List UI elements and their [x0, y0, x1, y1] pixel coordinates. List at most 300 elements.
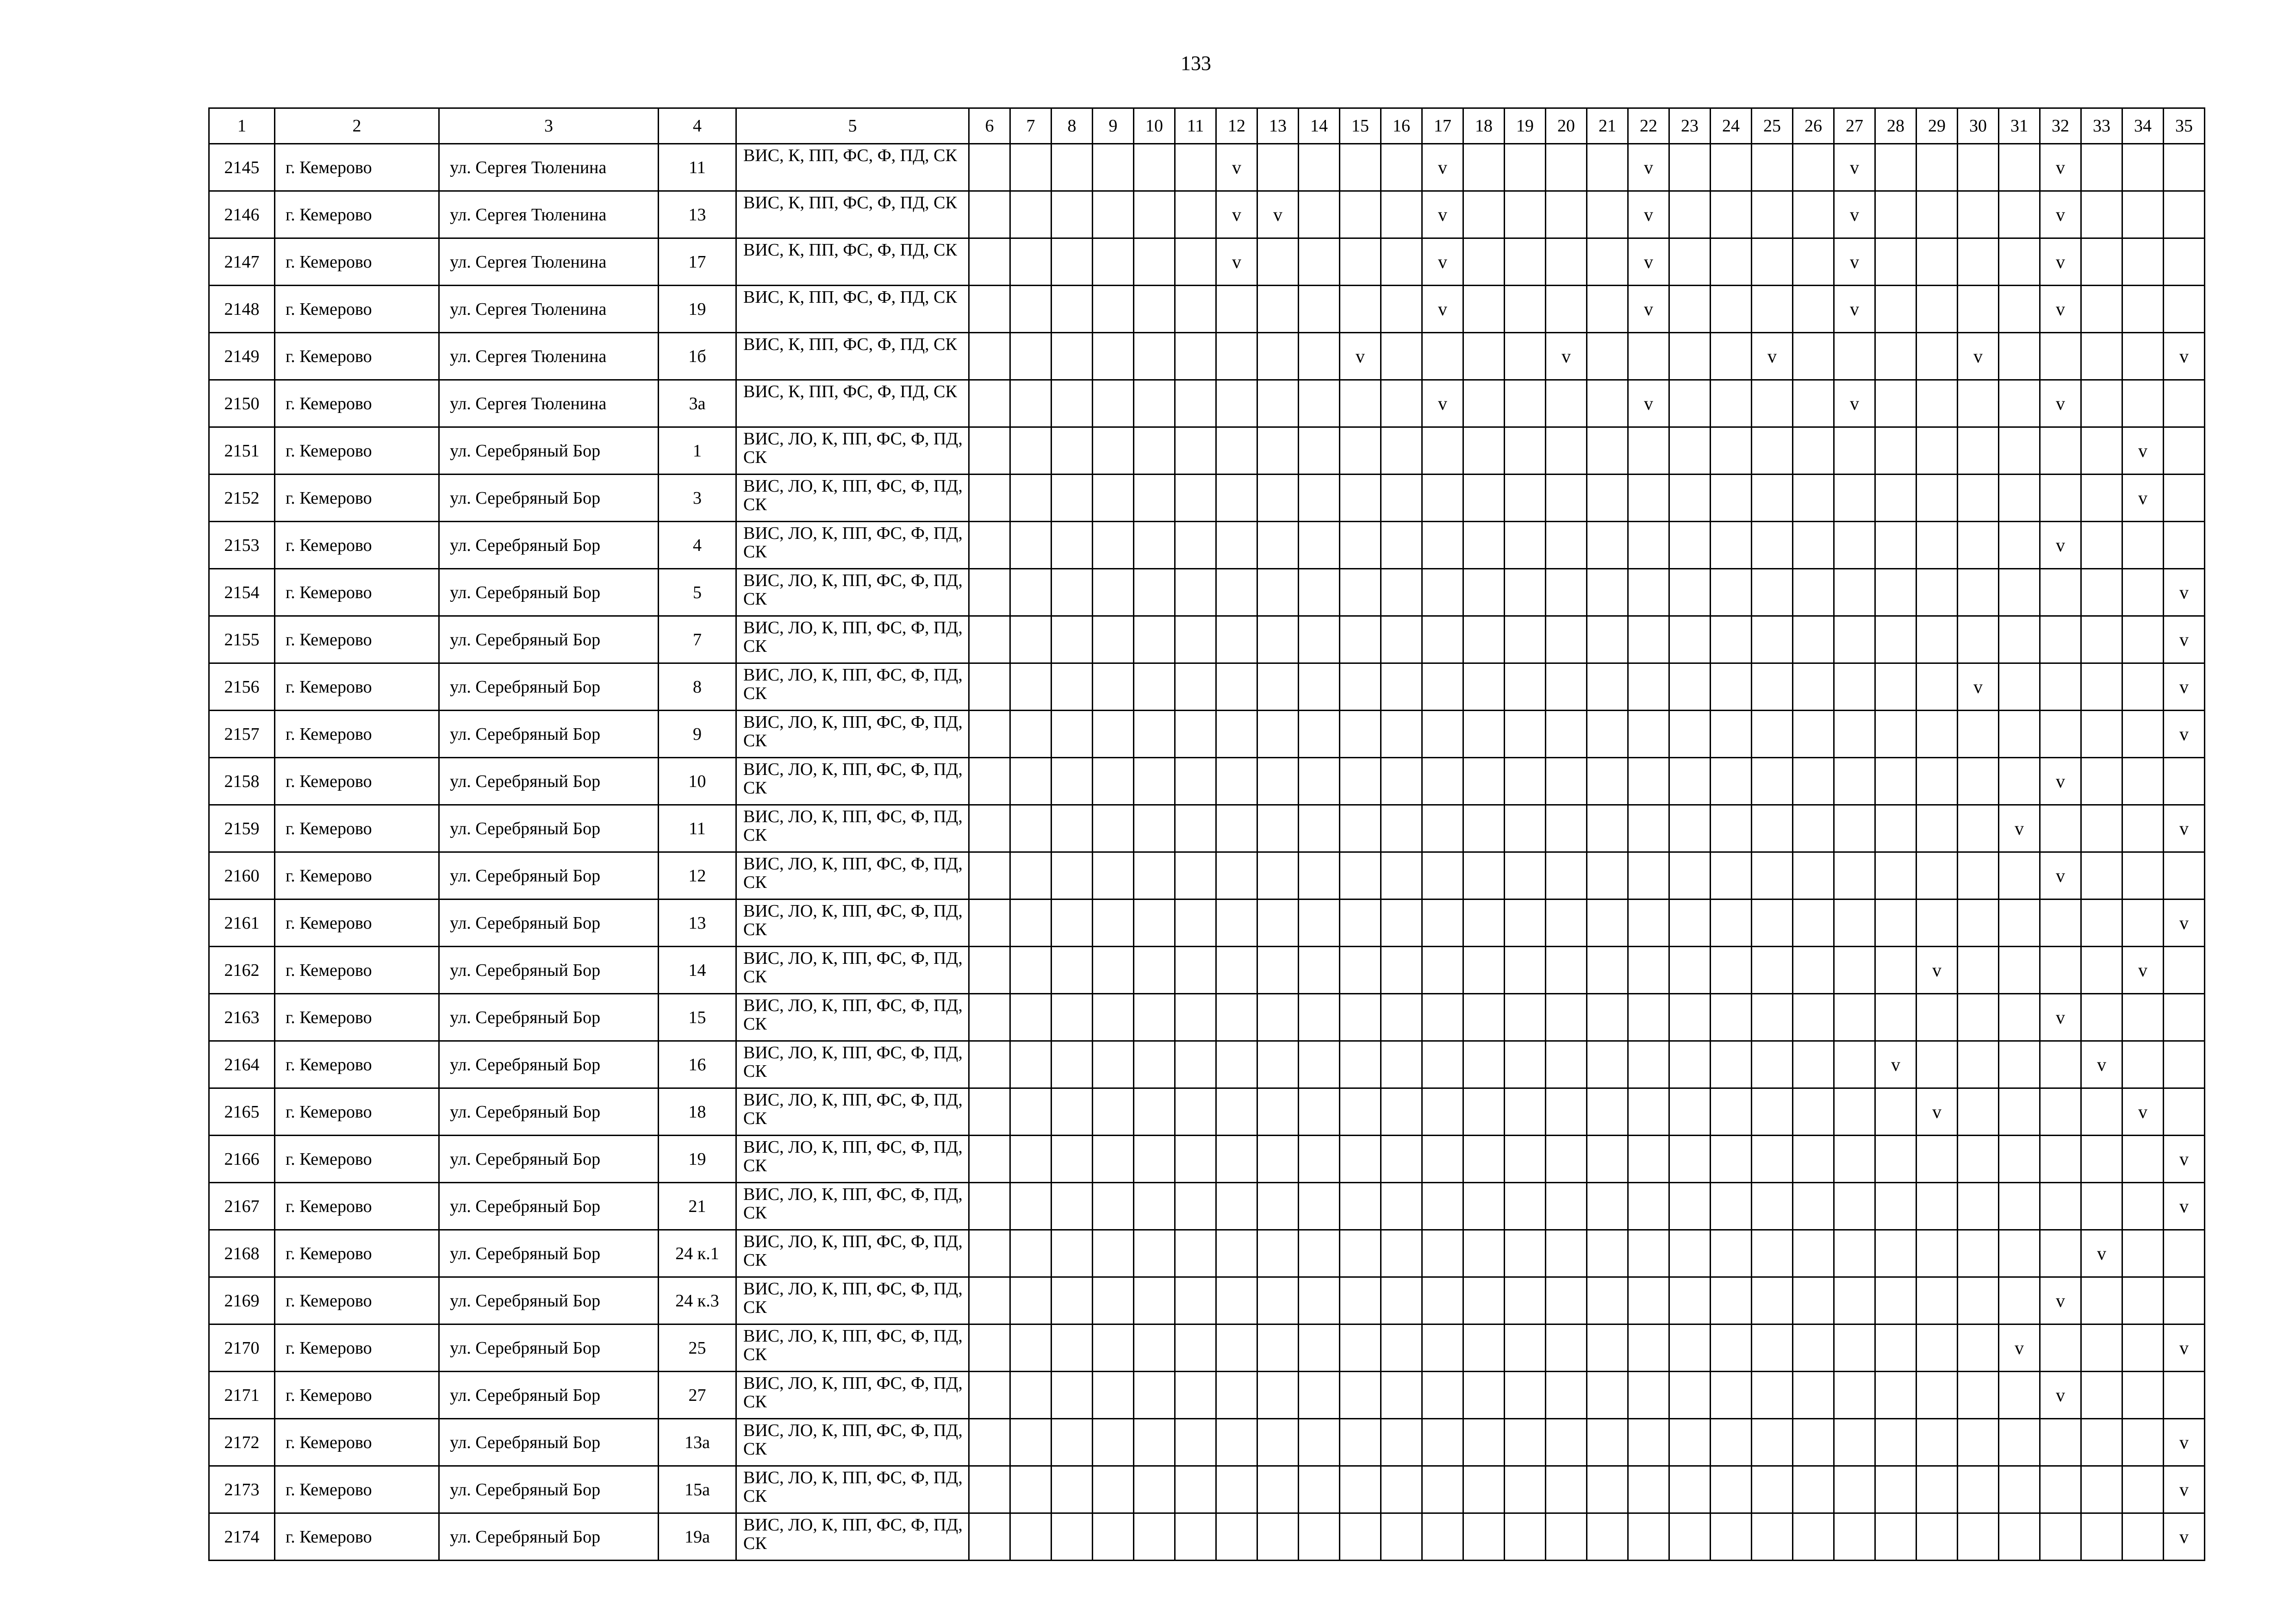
- house-number-cell: 5: [659, 569, 736, 616]
- schedule-cell-10: [1134, 1419, 1175, 1466]
- city-cell: г. Кемерово: [275, 852, 439, 899]
- column-header-1: 1: [209, 108, 275, 144]
- schedule-cell-10: [1134, 380, 1175, 427]
- city-cell: г. Кемерово: [275, 616, 439, 663]
- schedule-cell-28: [1875, 380, 1916, 427]
- works-list-cell: ВИС, ЛО, К, ПП, ФС, Ф, ПД, СК: [736, 427, 969, 475]
- schedule-cell-22: [1628, 1277, 1669, 1324]
- schedule-cell-9: [1093, 1513, 1134, 1561]
- works-list-cell: ВИС, ЛО, К, ПП, ФС, Ф, ПД, СК: [736, 899, 969, 947]
- schedule-cell-25: [1752, 994, 1793, 1041]
- schedule-cell-22: [1628, 852, 1669, 899]
- schedule-cell-17: [1422, 522, 1463, 569]
- schedule-cell-15: [1340, 144, 1381, 191]
- schedule-cell-9: [1093, 569, 1134, 616]
- schedule-cell-25: [1752, 1277, 1793, 1324]
- schedule-cell-7: [1010, 852, 1052, 899]
- city-cell: г. Кемерово: [275, 805, 439, 852]
- schedule-table: [208, 107, 2205, 1561]
- works-list-cell: ВИС, ЛО, К, ПП, ФС, Ф, ПД, СК: [736, 569, 969, 616]
- house-number-cell: 19: [659, 286, 736, 333]
- schedule-cell-8: [1052, 899, 1093, 947]
- schedule-cell-25: [1752, 805, 1793, 852]
- schedule-cell-30: [1958, 569, 1999, 616]
- schedule-cell-29: [1916, 663, 1958, 711]
- schedule-cell-21: [1587, 1277, 1628, 1324]
- works-list-cell: ВИС, К, ПП, ФС, Ф, ПД, СК: [736, 380, 969, 427]
- row-number-cell: 2169: [209, 1277, 275, 1324]
- schedule-cell-33: [2081, 427, 2122, 475]
- schedule-cell-26: [1793, 144, 1834, 191]
- schedule-cell-18: [1463, 899, 1505, 947]
- schedule-cell-23: [1669, 191, 1711, 238]
- schedule-cell-23: [1669, 1466, 1711, 1513]
- city-cell: г. Кемерово: [275, 758, 439, 805]
- schedule-cell-26: [1793, 1513, 1834, 1561]
- schedule-cell-15: [1340, 1372, 1381, 1419]
- schedule-cell-7: [1010, 380, 1052, 427]
- schedule-cell-20: [1546, 1041, 1587, 1088]
- schedule-cell-9: [1093, 947, 1134, 994]
- schedule-cell-14: [1299, 1230, 1340, 1277]
- schedule-cell-11: [1175, 852, 1216, 899]
- schedule-cell-14: [1299, 616, 1340, 663]
- schedule-cell-25: [1752, 1466, 1793, 1513]
- schedule-cell-21: [1587, 522, 1628, 569]
- table-row: [209, 1088, 2205, 1136]
- street-cell: ул. Сергея Тюленина: [439, 286, 659, 333]
- schedule-cell-34: [2122, 1277, 2164, 1324]
- works-list-cell: ВИС, К, ПП, ФС, Ф, ПД, СК: [736, 333, 969, 380]
- schedule-cell-28: [1875, 663, 1916, 711]
- schedule-cell-31: [1999, 1230, 2040, 1277]
- schedule-cell-26: [1793, 1277, 1834, 1324]
- schedule-cell-25: [1752, 947, 1793, 994]
- schedule-cell-11: [1175, 427, 1216, 475]
- column-header-13: 13: [1257, 108, 1299, 144]
- schedule-cell-22: [1628, 1230, 1669, 1277]
- column-header-4: 4: [659, 108, 736, 144]
- schedule-cell-15: [1340, 427, 1381, 475]
- schedule-cell-13: [1257, 1466, 1299, 1513]
- schedule-cell-28: [1875, 144, 1916, 191]
- schedule-cell-14: [1299, 899, 1340, 947]
- schedule-cell-29: [1916, 711, 1958, 758]
- schedule-cell-30: [1958, 852, 1999, 899]
- schedule-cell-21: [1587, 238, 1628, 286]
- schedule-cell-6: [969, 333, 1010, 380]
- schedule-cell-16: [1381, 427, 1422, 475]
- schedule-cell-20: [1546, 1372, 1587, 1419]
- schedule-cell-24: [1711, 1136, 1752, 1183]
- schedule-cell-29: [1916, 475, 1958, 522]
- house-number-cell: 1: [659, 427, 736, 475]
- schedule-cell-20: [1546, 1277, 1587, 1324]
- works-list-cell: ВИС, К, ПП, ФС, Ф, ПД, СК: [736, 191, 969, 238]
- house-number-cell: 11: [659, 144, 736, 191]
- schedule-cell-23: [1669, 427, 1711, 475]
- works-list-cell: ВИС, К, ПП, ФС, Ф, ПД, СК: [736, 286, 969, 333]
- row-number-cell: 2167: [209, 1183, 275, 1230]
- house-number-cell: 21: [659, 1183, 736, 1230]
- schedule-cell-17: [1422, 852, 1463, 899]
- schedule-cell-28: [1875, 475, 1916, 522]
- check-mark-30: v: [1958, 333, 1999, 380]
- schedule-cell-8: [1052, 1466, 1093, 1513]
- column-header-2: 2: [275, 108, 439, 144]
- table-row: [209, 286, 2205, 333]
- street-cell: ул. Серебряный Бор: [439, 711, 659, 758]
- schedule-cell-24: [1711, 1419, 1752, 1466]
- schedule-cell-18: [1463, 427, 1505, 475]
- schedule-cell-7: [1010, 1041, 1052, 1088]
- schedule-cell-17: [1422, 1372, 1463, 1419]
- schedule-cell-8: [1052, 1372, 1093, 1419]
- row-number-cell: 2160: [209, 852, 275, 899]
- schedule-cell-14: [1299, 1088, 1340, 1136]
- schedule-cell-23: [1669, 144, 1711, 191]
- schedule-cell-21: [1587, 144, 1628, 191]
- schedule-cell-7: [1010, 191, 1052, 238]
- schedule-cell-29: [1916, 1277, 1958, 1324]
- schedule-cell-23: [1669, 758, 1711, 805]
- schedule-cell-13: [1257, 286, 1299, 333]
- schedule-cell-8: [1052, 286, 1093, 333]
- schedule-cell-31: [1999, 1041, 2040, 1088]
- schedule-cell-6: [969, 805, 1010, 852]
- schedule-cell-26: [1793, 1183, 1834, 1230]
- schedule-cell-21: [1587, 333, 1628, 380]
- schedule-cell-24: [1711, 899, 1752, 947]
- schedule-cell-7: [1010, 286, 1052, 333]
- schedule-cell-12: [1216, 475, 1257, 522]
- schedule-cell-21: [1587, 569, 1628, 616]
- schedule-cell-32: [2040, 333, 2081, 380]
- row-number-cell: 2158: [209, 758, 275, 805]
- schedule-cell-33: [2081, 1372, 2122, 1419]
- schedule-cell-15: [1340, 1136, 1381, 1183]
- schedule-cell-10: [1134, 1277, 1175, 1324]
- schedule-cell-15: [1340, 663, 1381, 711]
- schedule-cell-7: [1010, 994, 1052, 1041]
- schedule-cell-17: [1422, 805, 1463, 852]
- schedule-cell-11: [1175, 286, 1216, 333]
- schedule-cell-15: [1340, 569, 1381, 616]
- schedule-cell-32: [2040, 1466, 2081, 1513]
- schedule-cell-23: [1669, 1041, 1711, 1088]
- schedule-cell-8: [1052, 144, 1093, 191]
- schedule-cell-21: [1587, 1419, 1628, 1466]
- schedule-cell-24: [1711, 1513, 1752, 1561]
- schedule-cell-11: [1175, 1136, 1216, 1183]
- schedule-cell-28: [1875, 191, 1916, 238]
- schedule-cell-28: [1875, 1466, 1916, 1513]
- schedule-cell-21: [1587, 427, 1628, 475]
- schedule-cell-13: [1257, 994, 1299, 1041]
- schedule-cell-16: [1381, 758, 1422, 805]
- schedule-cell-24: [1711, 380, 1752, 427]
- schedule-cell-23: [1669, 475, 1711, 522]
- schedule-cell-25: [1752, 522, 1793, 569]
- check-mark-28: v: [1875, 1041, 1916, 1088]
- table-row: [209, 947, 2205, 994]
- schedule-cell-20: [1546, 616, 1587, 663]
- schedule-cell-8: [1052, 852, 1093, 899]
- schedule-cell-17: [1422, 569, 1463, 616]
- schedule-cell-18: [1463, 805, 1505, 852]
- schedule-cell-7: [1010, 1324, 1052, 1372]
- schedule-cell-29: [1916, 380, 1958, 427]
- schedule-cell-21: [1587, 1136, 1628, 1183]
- schedule-cell-31: [1999, 380, 2040, 427]
- schedule-cell-23: [1669, 522, 1711, 569]
- schedule-cell-31: [1999, 663, 2040, 711]
- schedule-cell-29: [1916, 286, 1958, 333]
- schedule-cell-30: [1958, 947, 1999, 994]
- schedule-cell-35: [2164, 1372, 2205, 1419]
- check-mark-35: v: [2164, 1183, 2205, 1230]
- schedule-cell-28: [1875, 522, 1916, 569]
- schedule-cell-34: [2122, 1466, 2164, 1513]
- row-number-cell: 2154: [209, 569, 275, 616]
- city-cell: г. Кемерово: [275, 663, 439, 711]
- schedule-cell-28: [1875, 427, 1916, 475]
- schedule-cell-18: [1463, 663, 1505, 711]
- schedule-cell-8: [1052, 947, 1093, 994]
- schedule-cell-30: [1958, 994, 1999, 1041]
- schedule-cell-27: [1834, 1324, 1875, 1372]
- schedule-cell-29: [1916, 333, 1958, 380]
- schedule-cell-28: [1875, 947, 1916, 994]
- schedule-cell-9: [1093, 238, 1134, 286]
- schedule-cell-23: [1669, 711, 1711, 758]
- street-cell: ул. Сергея Тюленина: [439, 238, 659, 286]
- schedule-cell-18: [1463, 947, 1505, 994]
- schedule-cell-15: [1340, 475, 1381, 522]
- schedule-cell-25: [1752, 1088, 1793, 1136]
- schedule-cell-23: [1669, 1183, 1711, 1230]
- schedule-cell-13: [1257, 899, 1299, 947]
- schedule-cell-29: [1916, 852, 1958, 899]
- schedule-cell-13: [1257, 711, 1299, 758]
- schedule-cell-18: [1463, 1277, 1505, 1324]
- works-list-cell: ВИС, ЛО, К, ПП, ФС, Ф, ПД, СК: [736, 1088, 969, 1136]
- schedule-cell-26: [1793, 805, 1834, 852]
- check-mark-22: v: [1628, 380, 1669, 427]
- schedule-cell-27: [1834, 994, 1875, 1041]
- schedule-cell-13: [1257, 1324, 1299, 1372]
- schedule-cell-18: [1463, 1136, 1505, 1183]
- city-cell: г. Кемерово: [275, 1466, 439, 1513]
- check-mark-35: v: [2164, 1513, 2205, 1561]
- schedule-cell-27: [1834, 569, 1875, 616]
- column-header-19: 19: [1505, 108, 1546, 144]
- schedule-cell-6: [969, 1372, 1010, 1419]
- schedule-cell-14: [1299, 1041, 1340, 1088]
- schedule-cell-11: [1175, 616, 1216, 663]
- schedule-cell-26: [1793, 1041, 1834, 1088]
- schedule-cell-8: [1052, 1277, 1093, 1324]
- schedule-cell-20: [1546, 427, 1587, 475]
- schedule-cell-34: [2122, 1324, 2164, 1372]
- schedule-cell-15: [1340, 899, 1381, 947]
- schedule-cell-23: [1669, 238, 1711, 286]
- schedule-cell-30: [1958, 522, 1999, 569]
- column-header-9: 9: [1093, 108, 1134, 144]
- schedule-cell-35: [2164, 144, 2205, 191]
- check-mark-32: v: [2040, 380, 2081, 427]
- schedule-cell-25: [1752, 711, 1793, 758]
- schedule-cell-21: [1587, 1324, 1628, 1372]
- schedule-cell-34: [2122, 1183, 2164, 1230]
- schedule-cell-7: [1010, 1513, 1052, 1561]
- schedule-cell-8: [1052, 1088, 1093, 1136]
- house-number-cell: 14: [659, 947, 736, 994]
- check-mark-34: v: [2122, 427, 2164, 475]
- house-number-cell: 15: [659, 994, 736, 1041]
- schedule-cell-23: [1669, 852, 1711, 899]
- table-row: [209, 758, 2205, 805]
- schedule-cell-33: [2081, 805, 2122, 852]
- schedule-cell-30: [1958, 899, 1999, 947]
- schedule-cell-23: [1669, 1230, 1711, 1277]
- schedule-cell-26: [1793, 238, 1834, 286]
- schedule-cell-35: [2164, 522, 2205, 569]
- schedule-cell-23: [1669, 333, 1711, 380]
- table-row: [209, 663, 2205, 711]
- schedule-cell-14: [1299, 286, 1340, 333]
- schedule-cell-28: [1875, 852, 1916, 899]
- city-cell: г. Кемерово: [275, 1372, 439, 1419]
- schedule-cell-33: [2081, 616, 2122, 663]
- schedule-cell-24: [1711, 758, 1752, 805]
- schedule-cell-32: [2040, 805, 2081, 852]
- schedule-cell-19: [1505, 286, 1546, 333]
- schedule-cell-15: [1340, 522, 1381, 569]
- schedule-cell-26: [1793, 1466, 1834, 1513]
- schedule-cell-24: [1711, 144, 1752, 191]
- schedule-cell-10: [1134, 238, 1175, 286]
- schedule-cell-16: [1381, 1513, 1422, 1561]
- check-mark-22: v: [1628, 238, 1669, 286]
- schedule-cell-11: [1175, 191, 1216, 238]
- schedule-cell-21: [1587, 805, 1628, 852]
- schedule-cell-16: [1381, 475, 1422, 522]
- schedule-cell-10: [1134, 758, 1175, 805]
- check-mark-15: v: [1340, 333, 1381, 380]
- schedule-cell-8: [1052, 616, 1093, 663]
- schedule-cell-24: [1711, 1372, 1752, 1419]
- check-mark-35: v: [2164, 616, 2205, 663]
- schedule-cell-6: [969, 1277, 1010, 1324]
- schedule-cell-26: [1793, 947, 1834, 994]
- schedule-cell-12: [1216, 1324, 1257, 1372]
- check-mark-35: v: [2164, 1136, 2205, 1183]
- column-header-16: 16: [1381, 108, 1422, 144]
- schedule-cell-24: [1711, 1088, 1752, 1136]
- schedule-cell-30: [1958, 475, 1999, 522]
- schedule-cell-13: [1257, 1372, 1299, 1419]
- row-number-cell: 2162: [209, 947, 275, 994]
- schedule-cell-6: [969, 522, 1010, 569]
- schedule-cell-22: [1628, 758, 1669, 805]
- schedule-cell-14: [1299, 1324, 1340, 1372]
- schedule-cell-7: [1010, 1277, 1052, 1324]
- schedule-cell-9: [1093, 616, 1134, 663]
- works-list-cell: ВИС, ЛО, К, ПП, ФС, Ф, ПД, СК: [736, 711, 969, 758]
- schedule-cell-7: [1010, 569, 1052, 616]
- works-list-cell: ВИС, ЛО, К, ПП, ФС, Ф, ПД, СК: [736, 805, 969, 852]
- schedule-cell-15: [1340, 616, 1381, 663]
- schedule-cell-29: [1916, 191, 1958, 238]
- schedule-cell-12: [1216, 663, 1257, 711]
- works-list-cell: ВИС, ЛО, К, ПП, ФС, Ф, ПД, СК: [736, 1230, 969, 1277]
- schedule-cell-8: [1052, 1136, 1093, 1183]
- works-list-cell: ВИС, ЛО, К, ПП, ФС, Ф, ПД, СК: [736, 1372, 969, 1419]
- column-header-20: 20: [1546, 108, 1587, 144]
- schedule-cell-35: [2164, 286, 2205, 333]
- schedule-cell-21: [1587, 663, 1628, 711]
- schedule-cell-13: [1257, 758, 1299, 805]
- schedule-cell-9: [1093, 475, 1134, 522]
- schedule-cell-11: [1175, 994, 1216, 1041]
- schedule-cell-16: [1381, 994, 1422, 1041]
- schedule-cell-27: [1834, 475, 1875, 522]
- schedule-cell-13: [1257, 805, 1299, 852]
- schedule-cell-34: [2122, 1372, 2164, 1419]
- schedule-cell-10: [1134, 333, 1175, 380]
- row-number-cell: 2150: [209, 380, 275, 427]
- row-number-cell: 2166: [209, 1136, 275, 1183]
- check-mark-33: v: [2081, 1041, 2122, 1088]
- schedule-cell-14: [1299, 1372, 1340, 1419]
- schedule-cell-33: [2081, 1183, 2122, 1230]
- schedule-cell-23: [1669, 286, 1711, 333]
- schedule-cell-33: [2081, 1513, 2122, 1561]
- schedule-cell-6: [969, 1041, 1010, 1088]
- schedule-cell-25: [1752, 427, 1793, 475]
- schedule-cell-32: [2040, 1419, 2081, 1466]
- schedule-cell-7: [1010, 1088, 1052, 1136]
- check-mark-20: v: [1546, 333, 1587, 380]
- schedule-cell-31: [1999, 1136, 2040, 1183]
- schedule-cell-9: [1093, 522, 1134, 569]
- street-cell: ул. Сергея Тюленина: [439, 144, 659, 191]
- schedule-cell-30: [1958, 1183, 1999, 1230]
- schedule-cell-18: [1463, 238, 1505, 286]
- schedule-cell-27: [1834, 1513, 1875, 1561]
- schedule-cell-21: [1587, 711, 1628, 758]
- schedule-cell-33: [2081, 191, 2122, 238]
- schedule-cell-33: [2081, 758, 2122, 805]
- street-cell: ул. Серебряный Бор: [439, 1324, 659, 1372]
- schedule-cell-16: [1381, 1372, 1422, 1419]
- works-list-cell: ВИС, К, ПП, ФС, Ф, ПД, СК: [736, 144, 969, 191]
- schedule-cell-11: [1175, 947, 1216, 994]
- schedule-cell-22: [1628, 616, 1669, 663]
- schedule-cell-29: [1916, 522, 1958, 569]
- schedule-cell-18: [1463, 994, 1505, 1041]
- schedule-cell-18: [1463, 569, 1505, 616]
- schedule-cell-22: [1628, 1183, 1669, 1230]
- schedule-cell-15: [1340, 238, 1381, 286]
- schedule-cell-7: [1010, 899, 1052, 947]
- schedule-cell-33: [2081, 852, 2122, 899]
- schedule-cell-24: [1711, 1183, 1752, 1230]
- schedule-cell-31: [1999, 333, 2040, 380]
- schedule-cell-25: [1752, 144, 1793, 191]
- check-mark-35: v: [2164, 569, 2205, 616]
